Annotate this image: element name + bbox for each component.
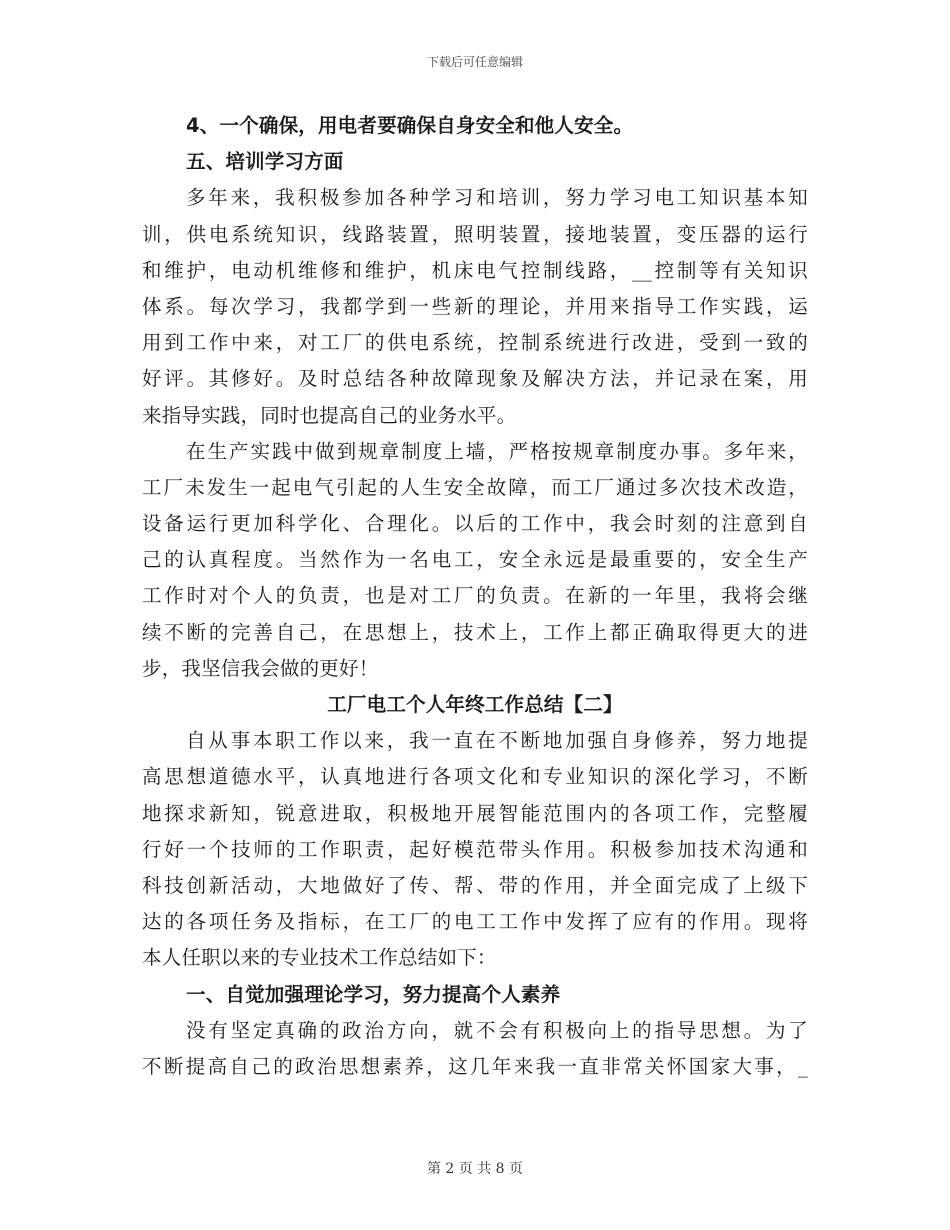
paragraph-line: 步，我坚信我会做的更好！ [142,656,379,680]
paragraph-line: 来指导实践，同时也提高自己的业务水平。 [142,403,517,427]
paragraph-line: 在生产实践中做到规章制度上墙，严格按规章制度办事。多年来， [186,439,808,463]
paragraph-line: 达的各项任务及指标，在工厂的电工工作中发挥了应有的作用。现将 [142,910,808,934]
document-title: 工厂电工个人年终工作总结【二】 [327,693,623,716]
paragraph-line: 己的认真程度。当然作为一名电工，安全永远是最重要的，安全生产 [142,548,808,572]
section-heading-theory: 一、自觉加强理论学习，努力提高个人素养 [186,982,561,1006]
paragraph-line: 训，供电系统知识，线路装置，照明装置，接地装置，变压器的运行 [142,222,808,246]
paragraph-line: 科技创新活动，大地做好了传、帮、带的作用，并全面完成了上级下 [142,873,808,897]
paragraph-line: 没有坚定真确的政治方向，就不会有积极向上的指导思想。为了 [186,1018,808,1042]
paragraph-line: 行好一个技师的工作职责，起好模范带头作用。积极参加技术沟通和 [142,837,808,861]
paragraph-line: 工作时对个人的负责，也是对工厂的负责。在新的一年里，我将会继 [142,584,808,608]
paragraph-line: 用到工作中来，对工厂的供电系统，控制系统进行改进，受到一致的 [142,331,808,355]
list-item-4: 4、一个确保，用电者要确保自身安全和他人安全。 [186,114,634,137]
document-body [142,108,808,1085]
paragraph-line: 工厂未发生一起电气引起的人生安全故障，而工厂通过多次技术改造， [142,475,808,499]
paragraph-line: 地探求新知，锐意进取，积极地开展智能范围内的各项工作，完整履 [142,801,808,825]
paragraph-line: 本人任职以来的专业技术工作总结如下： [142,946,497,970]
paragraph-line: 续不断的完善自己，在思想上，技术上，工作上都正确取得更大的进 [142,620,808,644]
paragraph-line: 多年来，我积极参加各种学习和培训，努力学习电工知识基本知 [186,186,808,210]
section-heading-training: 五、培训学习方面 [186,150,344,174]
paragraph-line: 设备运行更加科学化、合理化。以后的工作中，我会时刻的注意到自 [142,512,808,536]
paragraph-line: 高思想道德水平，认真地进行各项文化和专业知识的深化学习，不断 [142,765,808,789]
paragraph-line: 好评。其修好。及时总结各种故障现象及解决方法，并记录在案，用 [142,367,808,391]
paragraph-line: 和维护，电动机维修和维护，机床电气控制线路，__控制等有关知识 [142,258,808,282]
paragraph-line: 不断提高自己的政治思想素养，这几年来我一直非常关怀国家大事，_ [142,1054,808,1078]
paragraph-line: 自从事本职工作以来，我一直在不断地加强自身修养，努力地提 [186,729,808,753]
page-number: 第 2 页 共 8 页 [426,1161,524,1177]
page-header: 下载后可任意编辑 [426,55,523,69]
paragraph-line: 体系。每次学习，我都学到一些新的理论，并用来指导工作实践，运 [142,294,808,318]
